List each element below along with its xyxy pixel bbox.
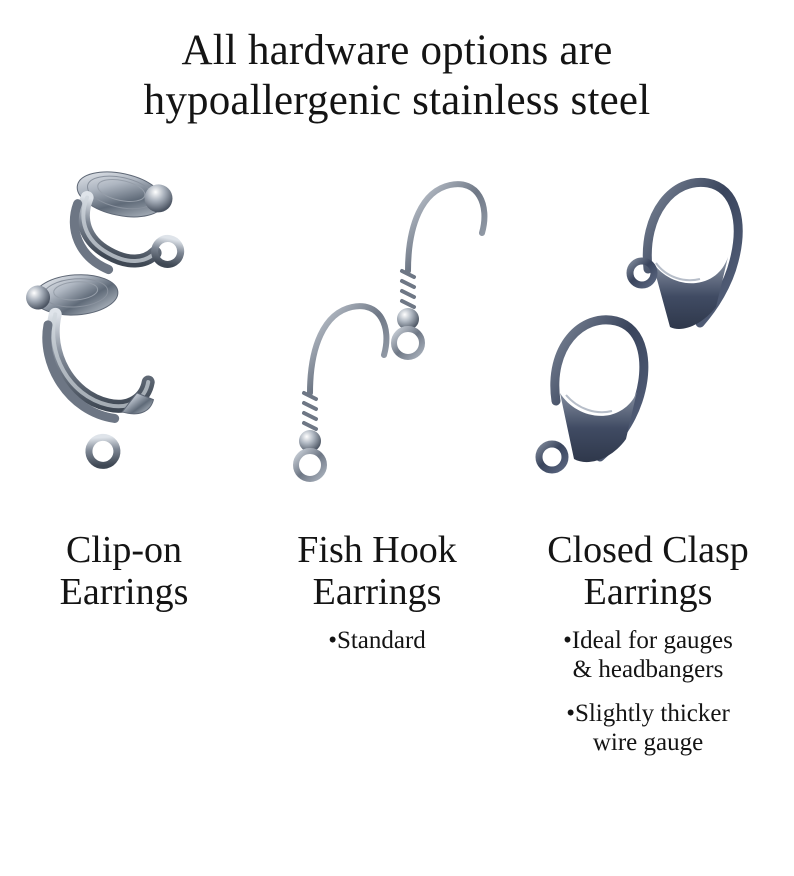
- bullet-line-1: •Ideal for gauges: [563, 626, 733, 654]
- closed-clasp-title: [508, 529, 788, 614]
- fish-hook-bullets: [252, 626, 502, 656]
- list-item: [508, 626, 788, 685]
- closed-clasp-caption: [508, 529, 788, 758]
- bullet-line-1: •Standard: [328, 626, 426, 654]
- fish-hook-caption: [252, 529, 502, 656]
- clip-on-title-line-2: Earrings: [59, 571, 189, 614]
- clip-on-image-cell: [10, 141, 260, 521]
- closed-clasp-title-line-1: Closed Clasp: [547, 528, 749, 571]
- page-title: [0, 0, 794, 127]
- closed-clasp-earrings-illustration: [512, 141, 784, 521]
- caption-row: [0, 529, 794, 829]
- closed-clasp-title-line-2: Earrings: [583, 571, 713, 614]
- bullet-line-2: & headbangers: [572, 656, 724, 684]
- clip-on-earrings-illustration: [10, 141, 260, 521]
- clip-on-caption: [8, 529, 240, 614]
- fish-hook-earrings-illustration: [268, 141, 508, 521]
- closed-clasp-bullets: [508, 626, 788, 758]
- list-item: [252, 626, 502, 656]
- list-item: [508, 699, 788, 758]
- bullet-line-2: wire gauge: [592, 729, 704, 757]
- clip-on-title-line-1: Clip-on: [65, 528, 183, 571]
- page-title-line-1: All hardware options are: [181, 27, 613, 74]
- clip-on-title: [8, 529, 240, 614]
- closed-clasp-image-cell: [512, 141, 784, 521]
- fish-hook-image-cell: [268, 141, 508, 521]
- fish-hook-title-line-2: Earrings: [312, 571, 442, 614]
- fish-hook-title: [252, 529, 502, 614]
- bullet-line-1: •Slightly thicker: [566, 699, 730, 727]
- page-title-line-2: hypoallergenic stainless steel: [143, 77, 651, 125]
- fish-hook-title-line-1: Fish Hook: [297, 528, 457, 571]
- product-image-row: [0, 141, 794, 521]
